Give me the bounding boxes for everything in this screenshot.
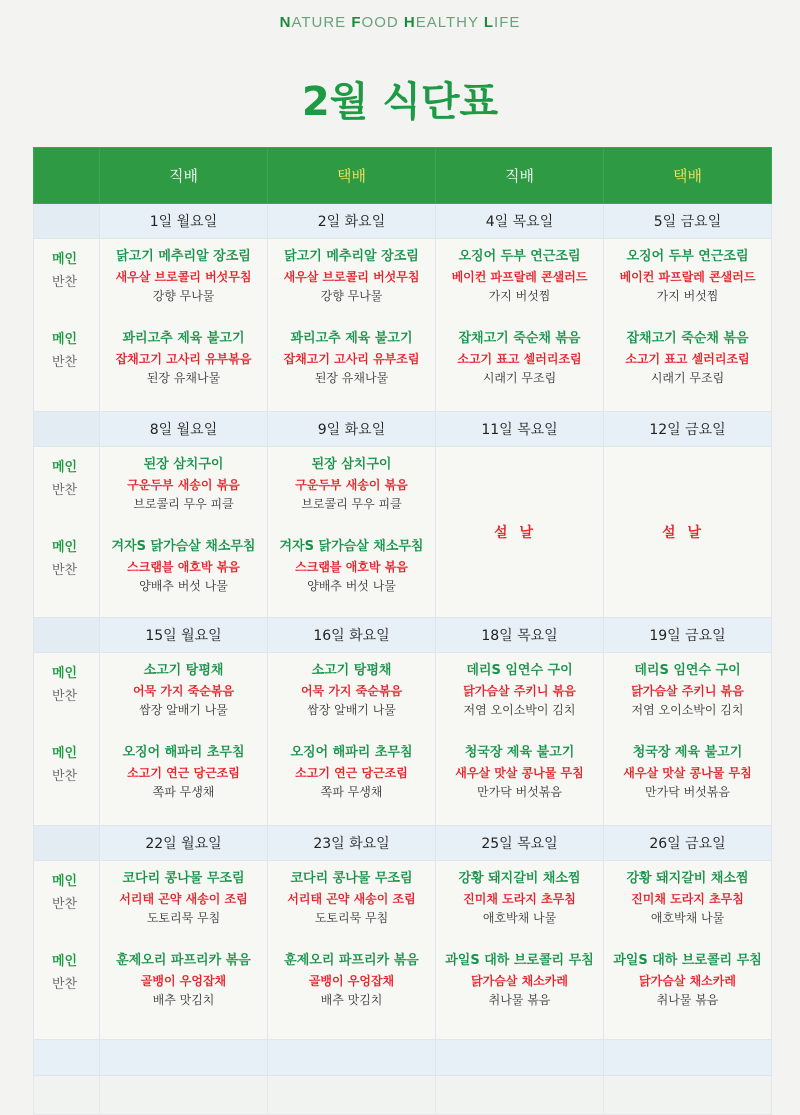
side-dish-highlight: 닭가슴살 채소카레 bbox=[639, 974, 736, 988]
meal-plan-table bbox=[33, 147, 772, 1115]
day-menu-cell bbox=[604, 861, 772, 1040]
meal-block bbox=[268, 455, 435, 514]
meal-block bbox=[100, 329, 267, 388]
main-dish: 겨자S 닭가슴살 채소무침 bbox=[279, 539, 424, 554]
empty-cell bbox=[34, 1076, 100, 1115]
side-dish: 양배추 버섯 나물 bbox=[139, 579, 228, 593]
meal-block bbox=[604, 661, 771, 720]
meal-block bbox=[436, 247, 603, 306]
label-group bbox=[52, 873, 77, 914]
meal-block bbox=[100, 455, 267, 514]
row-labels bbox=[34, 447, 100, 618]
main-dish: 닭고기 메추리알 장조림 bbox=[116, 249, 251, 264]
side-dish: 만가닥 버섯볶음 bbox=[477, 785, 562, 799]
date-cell: 19일 금요일 bbox=[604, 618, 772, 653]
main-dish: 훈제오리 파프리카 볶음 bbox=[284, 953, 419, 968]
date-row bbox=[34, 618, 772, 653]
main-dish: 과일S 대하 브로콜리 무침 bbox=[613, 953, 762, 968]
side-dish-highlight: 새우살 맛살 콩나물 무침 bbox=[623, 766, 752, 780]
main-dish: 훈제오리 파프리카 볶음 bbox=[116, 953, 251, 968]
label-group bbox=[52, 459, 77, 500]
day-menu-cell bbox=[436, 239, 604, 412]
meals-row bbox=[34, 653, 772, 826]
meal-block bbox=[436, 743, 603, 802]
side-dish-highlight: 소고기 연근 당근조림 bbox=[295, 766, 408, 780]
side-dish-highlight: 잡채고기 고사리 유부조림 bbox=[283, 352, 420, 366]
main-dish: 잡채고기 죽순채 볶음 bbox=[458, 331, 581, 346]
label-group bbox=[52, 953, 77, 994]
main-dish-label: 메인 bbox=[52, 252, 78, 267]
label-group bbox=[52, 331, 77, 372]
side-dish-highlight: 베이컨 파프랄레 콘샐러드 bbox=[451, 270, 588, 284]
meal-block bbox=[268, 743, 435, 802]
meal-block bbox=[436, 661, 603, 720]
row-labels bbox=[34, 239, 100, 412]
day-menu-cell bbox=[100, 861, 268, 1040]
day-menu-cell bbox=[100, 239, 268, 412]
page-title: 2월 식단표 bbox=[301, 79, 499, 125]
side-dish: 쌈장 알배기 나물 bbox=[139, 703, 228, 717]
side-dish-highlight: 서리태 곤약 새송이 조림 bbox=[287, 892, 416, 906]
date-cell: 22일 월요일 bbox=[100, 826, 268, 861]
side-dish-highlight: 어묵 가지 죽순볶음 bbox=[300, 684, 403, 698]
main-dish-label: 메인 bbox=[52, 746, 78, 761]
side-dish: 브로콜리 무우 피클 bbox=[133, 497, 234, 511]
label-group bbox=[52, 251, 77, 292]
side-dish: 배추 맛김치 bbox=[320, 993, 383, 1007]
day-menu-cell bbox=[268, 447, 436, 618]
side-dish: 시래기 무조림 bbox=[650, 371, 725, 385]
side-dish-highlight: 구운두부 새송이 볶음 bbox=[127, 478, 240, 492]
header-row bbox=[34, 148, 772, 204]
header-direct-delivery: 직배 bbox=[436, 148, 604, 204]
header-parcel-delivery: 택배 bbox=[268, 148, 436, 204]
date-cell: 25일 목요일 bbox=[436, 826, 604, 861]
main-dish: 꽈리고추 제육 불고기 bbox=[290, 331, 413, 346]
side-dish: 양배추 버섯 나물 bbox=[307, 579, 396, 593]
side-dish-highlight: 진미채 도라지 초무침 bbox=[463, 892, 576, 906]
main-dish-label: 메인 bbox=[52, 332, 78, 347]
side-dish: 강향 무나물 bbox=[320, 289, 383, 303]
side-dish: 취나물 볶음 bbox=[488, 993, 551, 1007]
row-labels bbox=[34, 653, 100, 826]
side-dish: 배추 맛김치 bbox=[152, 993, 215, 1007]
side-dish-highlight: 닭가슴살 주키니 볶음 bbox=[631, 684, 744, 698]
empty-cell bbox=[268, 1040, 436, 1076]
main-dish: 오징어 해파리 초무침 bbox=[122, 745, 245, 760]
side-dish-highlight: 스크램블 애호박 볶음 bbox=[127, 560, 240, 574]
main-dish: 강황 돼지갈비 채소찜 bbox=[626, 871, 749, 886]
main-dish-label: 메인 bbox=[52, 460, 78, 475]
side-dish-highlight: 골뱅이 우엉잡채 bbox=[140, 974, 227, 988]
main-dish-label: 메인 bbox=[52, 954, 78, 969]
side-dish-highlight: 소고기 표고 셀러리조림 bbox=[625, 352, 750, 366]
empty-cell bbox=[34, 1040, 100, 1076]
date-cell: 4일 목요일 bbox=[436, 204, 604, 239]
date-cell: 9일 화요일 bbox=[268, 412, 436, 447]
main-dish: 오징어 두부 연근조림 bbox=[626, 249, 749, 264]
side-dish-label: 반찬 bbox=[52, 897, 78, 912]
side-dish: 쪽파 무생채 bbox=[152, 785, 215, 799]
meal-block bbox=[100, 951, 267, 1010]
holiday-cell: 설날 bbox=[436, 447, 604, 618]
empty-cell bbox=[100, 1076, 268, 1115]
date-cell: 12일 금요일 bbox=[604, 412, 772, 447]
main-dish-label: 메인 bbox=[52, 874, 78, 889]
main-dish: 코다리 콩나물 무조림 bbox=[122, 871, 245, 886]
day-menu-cell bbox=[604, 653, 772, 826]
main-dish: 데리S 임연수 구이 bbox=[466, 663, 573, 678]
side-dish-highlight: 소고기 표고 셀러리조림 bbox=[457, 352, 582, 366]
main-dish: 오징어 해파리 초무침 bbox=[290, 745, 413, 760]
side-dish: 쌈장 알배기 나물 bbox=[307, 703, 396, 717]
empty-cell bbox=[268, 1076, 436, 1115]
meal-block bbox=[100, 869, 267, 928]
side-dish: 쪽파 무생채 bbox=[320, 785, 383, 799]
header-corner bbox=[34, 148, 100, 204]
row-labels bbox=[34, 861, 100, 1040]
meals-row bbox=[34, 861, 772, 1040]
main-dish: 청국장 제육 불고기 bbox=[464, 745, 575, 760]
empty-cell bbox=[436, 1076, 604, 1115]
side-dish-label: 반찬 bbox=[52, 275, 78, 290]
day-menu-cell bbox=[436, 861, 604, 1040]
side-dish: 저염 오이소박이 김치 bbox=[463, 703, 576, 717]
empty-cell bbox=[604, 1076, 772, 1115]
main-dish-label: 메인 bbox=[52, 666, 78, 681]
day-menu-cell bbox=[100, 447, 268, 618]
side-dish: 된장 유채나물 bbox=[314, 371, 389, 385]
side-dish-highlight: 베이컨 파프랄레 콘샐러드 bbox=[619, 270, 756, 284]
side-dish-highlight: 골뱅이 우엉잡채 bbox=[308, 974, 395, 988]
side-dish-highlight: 닭가슴살 채소카레 bbox=[471, 974, 568, 988]
date-cell: 2일 화요일 bbox=[268, 204, 436, 239]
main-dish: 데리S 임연수 구이 bbox=[634, 663, 741, 678]
side-dish-highlight: 소고기 연근 당근조림 bbox=[127, 766, 240, 780]
meal-block bbox=[436, 951, 603, 1010]
side-dish: 애호박채 나물 bbox=[650, 911, 725, 925]
meal-block bbox=[436, 869, 603, 928]
empty-date-row bbox=[34, 1040, 772, 1076]
date-row bbox=[34, 826, 772, 861]
side-dish-highlight: 서리태 곤약 새송이 조림 bbox=[119, 892, 248, 906]
meal-block bbox=[436, 329, 603, 388]
main-dish: 과일S 대하 브로콜리 무침 bbox=[445, 953, 594, 968]
date-cell: 16일 화요일 bbox=[268, 618, 436, 653]
day-menu-cell bbox=[100, 653, 268, 826]
side-dish: 강향 무나물 bbox=[152, 289, 215, 303]
side-dish-label: 반찬 bbox=[52, 563, 78, 578]
header-parcel-delivery: 택배 bbox=[604, 148, 772, 204]
side-dish: 만가닥 버섯볶음 bbox=[645, 785, 730, 799]
side-dish-highlight: 새우살 브로콜리 버섯무침 bbox=[283, 270, 420, 284]
side-dish-highlight: 진미채 도라지 초무침 bbox=[631, 892, 744, 906]
meal-block bbox=[604, 869, 771, 928]
side-dish-highlight: 구운두부 새송이 볶음 bbox=[295, 478, 408, 492]
brand-slogan: NATURE FOOD HEALTHY LIFE bbox=[279, 14, 521, 31]
side-dish: 저염 오이소박이 김치 bbox=[631, 703, 744, 717]
side-dish-label: 반찬 bbox=[52, 689, 78, 704]
main-dish: 강황 돼지갈비 채소찜 bbox=[458, 871, 581, 886]
main-dish: 코다리 콩나물 무조림 bbox=[290, 871, 413, 886]
meal-block bbox=[268, 661, 435, 720]
side-dish: 된장 유채나물 bbox=[146, 371, 221, 385]
meal-block bbox=[268, 537, 435, 596]
holiday-cell: 설날 bbox=[604, 447, 772, 618]
side-dish-highlight: 새우살 브로콜리 버섯무침 bbox=[115, 270, 252, 284]
side-dish: 취나물 볶음 bbox=[656, 993, 719, 1007]
meal-block bbox=[100, 743, 267, 802]
meal-block bbox=[100, 661, 267, 720]
side-dish-label: 반찬 bbox=[52, 355, 78, 370]
date-row-corner bbox=[34, 204, 100, 239]
side-dish-highlight: 새우살 맛살 콩나물 무침 bbox=[455, 766, 584, 780]
date-row-corner bbox=[34, 618, 100, 653]
meal-block bbox=[268, 951, 435, 1010]
meal-block bbox=[604, 743, 771, 802]
day-menu-cell bbox=[604, 239, 772, 412]
date-cell: 15일 월요일 bbox=[100, 618, 268, 653]
side-dish: 도토리묵 무침 bbox=[314, 911, 389, 925]
main-dish: 꽈리고추 제육 불고기 bbox=[122, 331, 245, 346]
meal-block bbox=[268, 329, 435, 388]
main-dish: 겨자S 닭가슴살 채소무침 bbox=[111, 539, 256, 554]
main-dish: 청국장 제육 불고기 bbox=[632, 745, 743, 760]
side-dish-highlight: 닭가슴살 주키니 볶음 bbox=[463, 684, 576, 698]
main-dish-label: 메인 bbox=[52, 540, 78, 555]
side-dish-highlight: 어묵 가지 죽순볶음 bbox=[132, 684, 235, 698]
main-dish: 잡채고기 죽순채 볶음 bbox=[626, 331, 749, 346]
side-dish: 브로콜리 무우 피클 bbox=[301, 497, 402, 511]
day-menu-cell bbox=[436, 653, 604, 826]
date-row bbox=[34, 412, 772, 447]
side-dish-label: 반찬 bbox=[52, 977, 78, 992]
meals-row bbox=[34, 239, 772, 412]
empty-cell bbox=[100, 1040, 268, 1076]
meal-block bbox=[268, 869, 435, 928]
side-dish-label: 반찬 bbox=[52, 769, 78, 784]
side-dish-highlight: 잡채고기 고사리 유부볶음 bbox=[115, 352, 252, 366]
meal-block bbox=[100, 537, 267, 596]
date-cell: 23일 화요일 bbox=[268, 826, 436, 861]
side-dish: 시래기 무조림 bbox=[482, 371, 557, 385]
meal-block bbox=[604, 247, 771, 306]
meal-block bbox=[100, 247, 267, 306]
main-dish: 오징어 두부 연근조림 bbox=[458, 249, 581, 264]
main-dish: 소고기 탕평채 bbox=[311, 663, 392, 678]
date-cell: 11일 목요일 bbox=[436, 412, 604, 447]
label-group bbox=[52, 745, 77, 786]
header-direct-delivery: 직배 bbox=[100, 148, 268, 204]
label-group bbox=[52, 539, 77, 580]
meal-block bbox=[604, 329, 771, 388]
day-menu-cell bbox=[268, 653, 436, 826]
empty-cell bbox=[604, 1040, 772, 1076]
meal-block bbox=[268, 247, 435, 306]
side-dish: 가지 버섯찜 bbox=[656, 289, 719, 303]
side-dish-highlight: 스크램블 애호박 볶음 bbox=[295, 560, 408, 574]
date-cell: 5일 금요일 bbox=[604, 204, 772, 239]
date-cell: 1일 월요일 bbox=[100, 204, 268, 239]
date-row bbox=[34, 204, 772, 239]
label-group bbox=[52, 665, 77, 706]
side-dish-label: 반찬 bbox=[52, 483, 78, 498]
main-dish: 된장 삼치구이 bbox=[311, 457, 392, 472]
empty-cell bbox=[436, 1040, 604, 1076]
date-cell: 26일 금요일 bbox=[604, 826, 772, 861]
day-menu-cell bbox=[268, 239, 436, 412]
date-row-corner bbox=[34, 412, 100, 447]
main-dish: 닭고기 메추리알 장조림 bbox=[284, 249, 419, 264]
meal-block bbox=[604, 951, 771, 1010]
date-cell: 8일 월요일 bbox=[100, 412, 268, 447]
day-menu-cell bbox=[268, 861, 436, 1040]
meals-row bbox=[34, 447, 772, 618]
side-dish: 도토리묵 무침 bbox=[146, 911, 221, 925]
side-dish: 가지 버섯찜 bbox=[488, 289, 551, 303]
date-row-corner bbox=[34, 826, 100, 861]
main-dish: 소고기 탕평채 bbox=[143, 663, 224, 678]
date-cell: 18일 목요일 bbox=[436, 618, 604, 653]
main-dish: 된장 삼치구이 bbox=[143, 457, 224, 472]
empty-meals-row bbox=[34, 1076, 772, 1115]
side-dish: 애호박채 나물 bbox=[482, 911, 557, 925]
